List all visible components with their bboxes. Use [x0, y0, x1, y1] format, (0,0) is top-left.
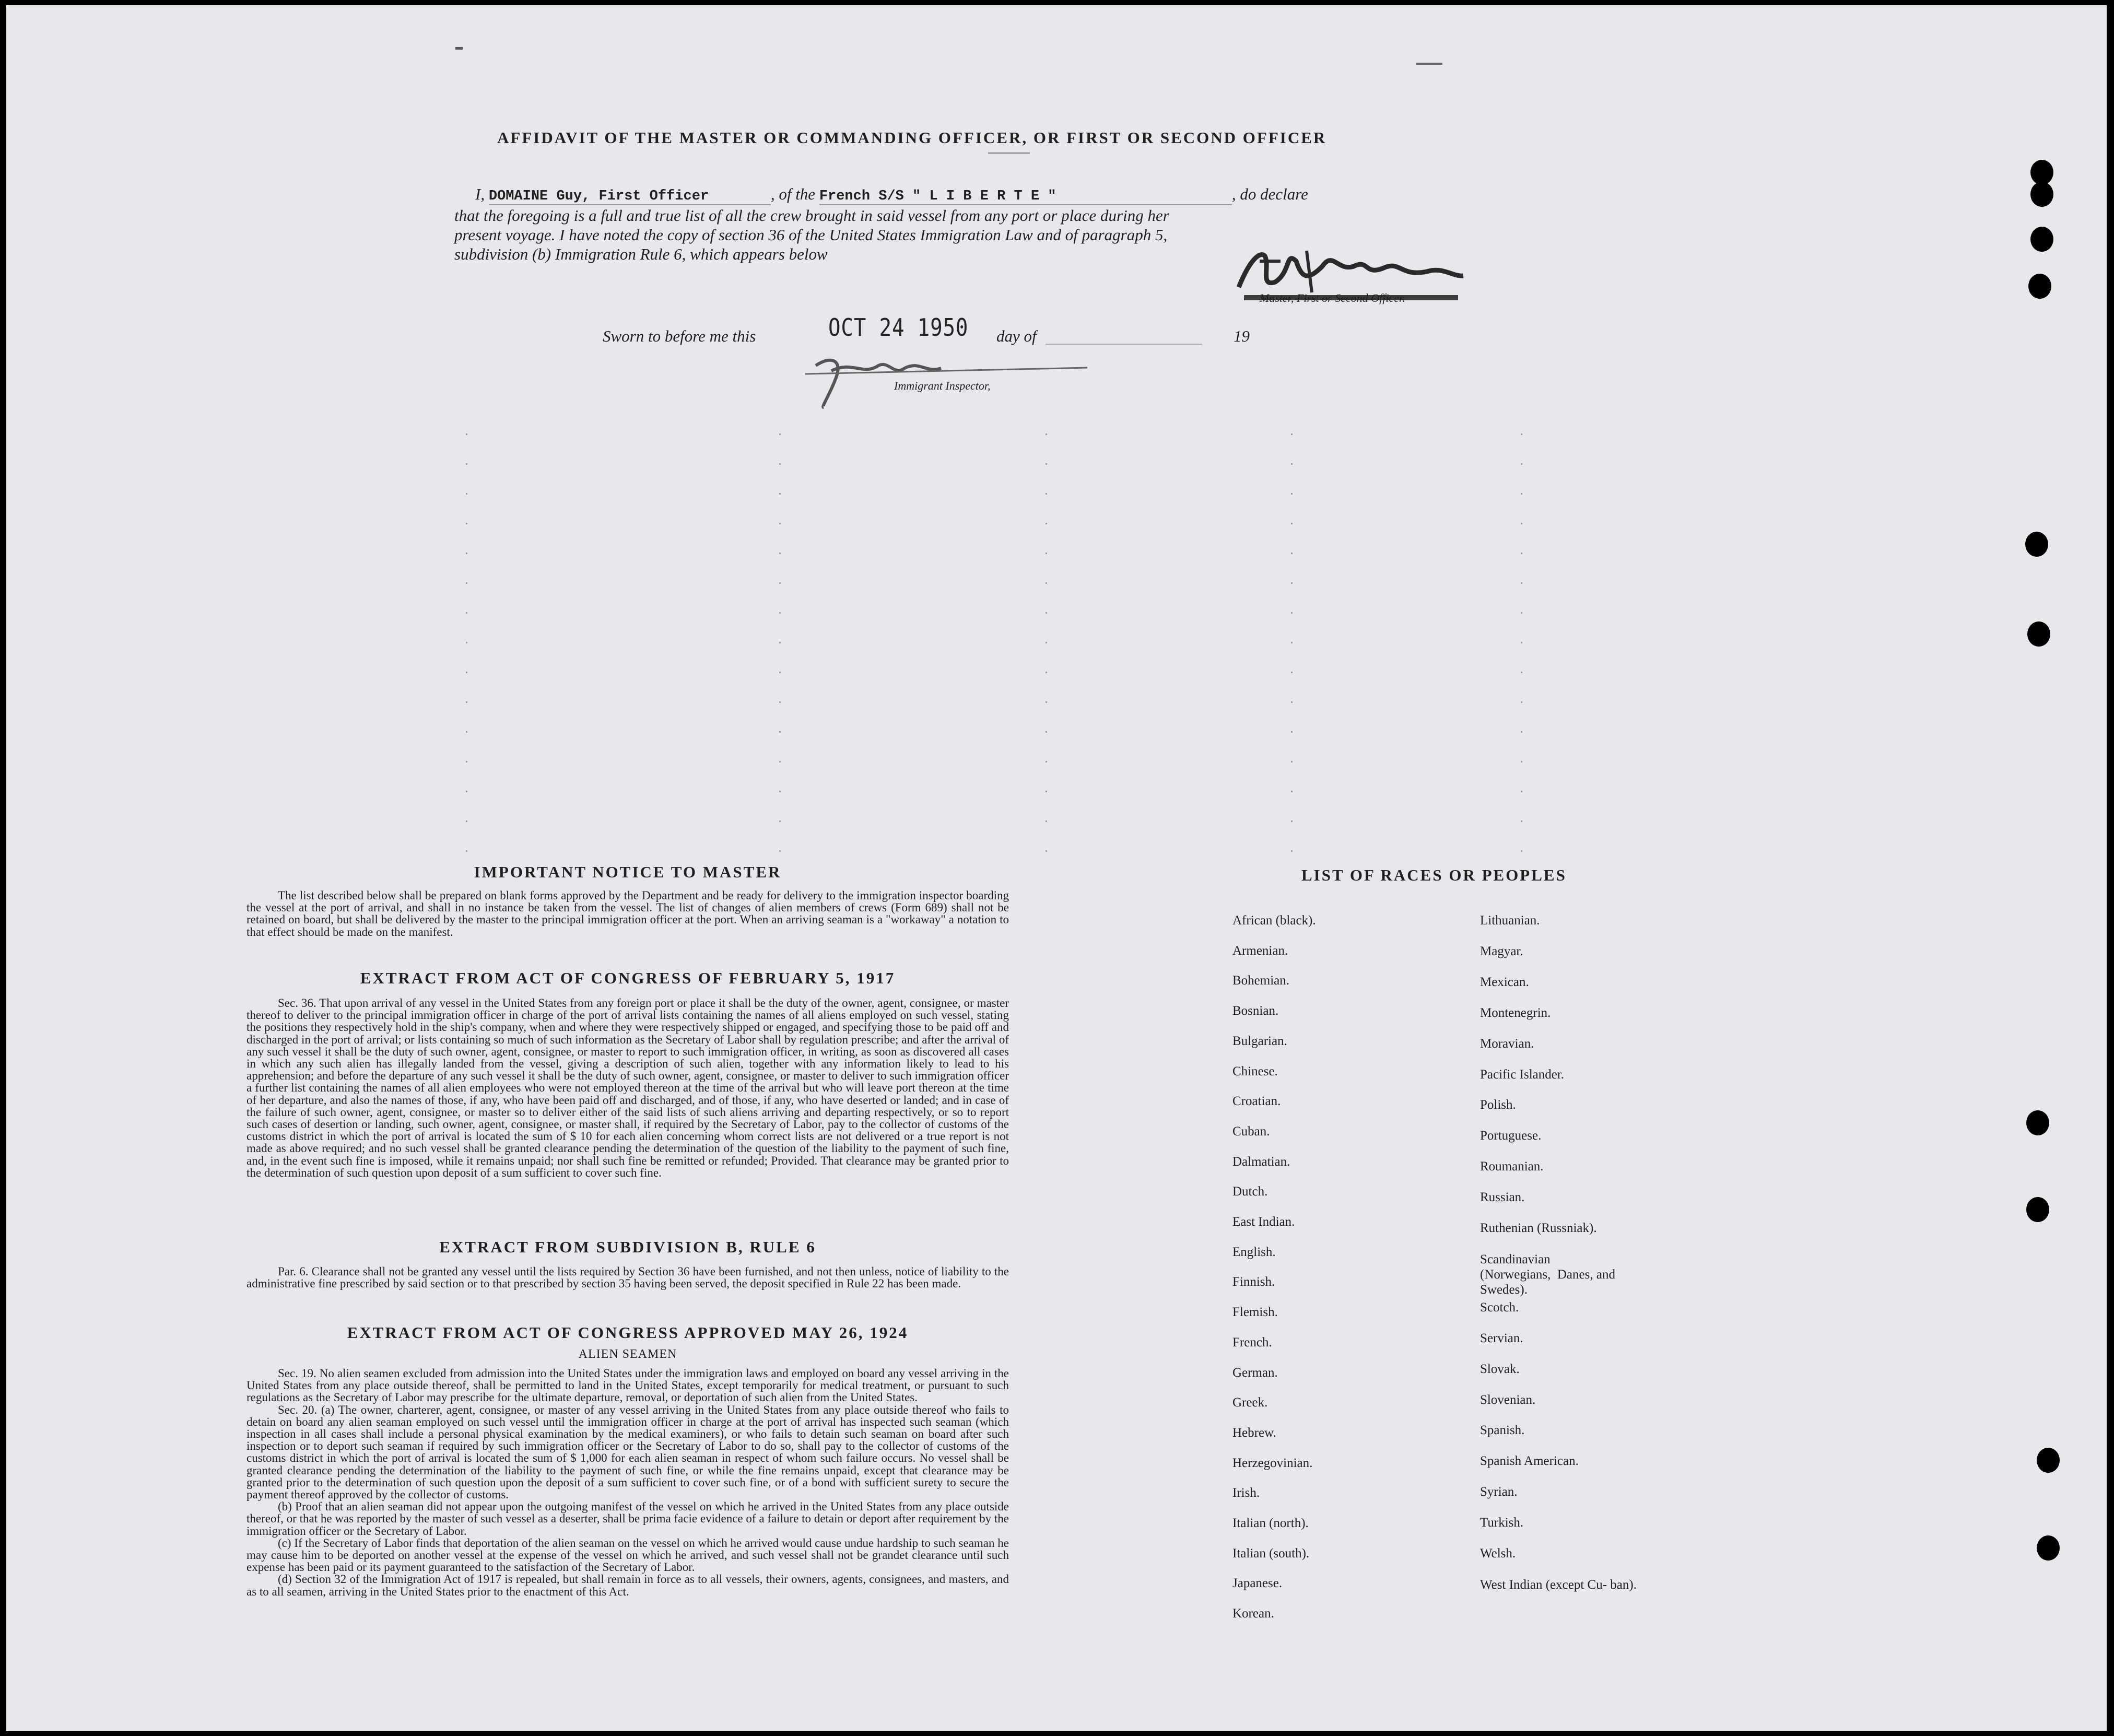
race-item: Finnish. [1232, 1275, 1275, 1289]
grid-dot [466, 523, 467, 524]
grid-dot [466, 672, 467, 673]
race-item: Chinese. [1232, 1064, 1278, 1078]
grid-dot [466, 493, 467, 495]
vessel-field: French S/S " L I B E R T E " [819, 189, 1232, 205]
race-item: Herzegovinian. [1232, 1456, 1313, 1470]
punch-hole [2026, 1197, 2049, 1222]
grid-dot [1521, 672, 1522, 673]
grid-dot [1521, 523, 1522, 524]
grid-dot [1046, 761, 1047, 763]
officer-name-field: DOMAINE Guy, First Officer [489, 189, 771, 205]
punch-hole [2028, 274, 2051, 299]
grid-dot [1046, 701, 1047, 703]
sec-20c-paragraph: (c) If the Secretary of Labor finds that deportation of the alien seaman on the vessel on which he arrived would cause undue hardship to such seaman he may cause him to be deported on another vessel at the expense of the vessel on which he arrived, and such vessel shall not be grandet clearance until such expense has been paid or its payment guaranteed to the satisfaction of the Secretary of Labor. [246, 1536, 1009, 1574]
grid-dot [1521, 433, 1522, 435]
race-item: Japanese. [1232, 1576, 1283, 1591]
race-item: Bosnian. [1232, 1004, 1279, 1018]
date-stamp: OCT 24 1950 [828, 313, 969, 342]
grid-dot [466, 463, 467, 465]
section-36-paragraph: Sec. 36. That upon arrival of any vessel in the United States from any foreign port or place it shall be the duty of the owner, agent, consignee, or master thereof to deliver to the principal immigration officer in charge of the port of arrival lists containing the names of all aliens employed on such vessel, stating the positions they respectively hold in the ship's company, when and where they were respectively shipped or engaged, and specifying those to be paid off and discharged in the port of arrival; or lists containing so much of such information as the Secretary of Labor shall by regulation prescribe; and after the arrival of any such vessel it shall be the duty of such owner, agent, consignee, or master to report to such immigration officer, in writing, as soon as discovered all cases in which any such alien has illegally landed from the vessel, giving a description of such alien, together with any information likely to lead to his apprehension; and before the departure of any such vessel it shall be the duty of such owner, agent, consignee, or master to deliver to such immigration officer a further list containing the names of all alien employees who were not employed thereon at the time of the arrival but who will leave port thereon at the time of her departure, and also the names of those, if any, who have been paid off and discharged, and of those, if any, who have deserted or landed; and in case of the failure of such owner, agent, consignee, or master so to deliver either of the said lists of such aliens arriving and departing respectively, or so to report such cases of desertion or landing, such owner, agent, consignee, or master shall, if required by the Secretary of Labor, pay to the collector of customs of the customs district in which the port of arrival is located the sum of $ 10 for each alien concerning whom correct lists are not delivered or a true report is not made as above required; and no such vessel shall be granted clearance pending the determination of the question of the liability to the payment of such fine, and, in the event such fine is imposed, while it remains unpaid; nor shall such fine be remitted or refunded; Provided. That clearance may be granted prior to the determination of such question upon deposit of a sum sufficient to cover such fine. [246, 996, 1009, 1179]
race-item: Italian (north). [1232, 1516, 1309, 1530]
race-item: Scotch. [1480, 1300, 1519, 1315]
race-item: Dutch. [1232, 1184, 1268, 1199]
grid-dot [1046, 642, 1047, 643]
grid-dot [779, 523, 781, 524]
alien-seamen-subtitle: ALIEN SEAMEN [578, 1347, 677, 1361]
punch-hole [2026, 1110, 2049, 1135]
punch-hole [2037, 1448, 2060, 1473]
race-item: German. [1232, 1365, 1278, 1380]
grid-dot [1291, 850, 1293, 852]
grid-dot [1521, 493, 1522, 495]
grid-dot [1291, 612, 1293, 614]
grid-dot [1046, 433, 1047, 435]
grid-dot [466, 820, 467, 822]
grid-dot [1291, 731, 1293, 733]
rule-6-title: EXTRACT FROM SUBDIVISION B, RULE 6 [439, 1238, 816, 1256]
grid-dot [466, 791, 467, 792]
grid-dot [466, 582, 467, 584]
i-label: I, [475, 185, 485, 203]
race-item: Montenegrin. [1480, 1005, 1551, 1020]
extract-1917-text [246, 997, 1009, 1179]
grid-dot [1046, 553, 1047, 554]
race-item: Spanish American. [1480, 1454, 1579, 1469]
race-item: Lithuanian. [1480, 913, 1540, 928]
race-item: Mexican. [1480, 975, 1529, 989]
grid-dot [1521, 701, 1522, 703]
race-item: Syrian. [1480, 1485, 1518, 1499]
grid-dot [466, 850, 467, 852]
race-item: Bulgarian. [1232, 1034, 1287, 1048]
grid-dot [1291, 582, 1293, 584]
inspector-caption: Immigrant Inspector, [894, 379, 991, 392]
grid-dot [1046, 850, 1047, 852]
par-6-paragraph: Par. 6. Clearance shall not be granted any vessel until the lists required by Section 36 have been furnished, and not then unless, notice of liability to the administrative fine prescribed by said section or to that prescribed by section 35 having been served, the deposit specified in Rule 22 has been made. [246, 1265, 1009, 1291]
grid-dot [1521, 553, 1522, 554]
race-item: Armenian. [1232, 943, 1288, 958]
declaration-line-4: subdivision (b) Immigration Rule 6, which appears below [454, 245, 828, 263]
grid-dot [1291, 523, 1293, 524]
affidavit-title: AFFIDAVIT OF THE MASTER OR COMMANDING OFFICER, OR FIRST OR SECOND OFFICER [497, 128, 1327, 147]
grid-dot [1291, 493, 1293, 495]
grid-dot [1291, 701, 1293, 703]
race-item: Croatian. [1232, 1094, 1281, 1109]
grid-dot [1291, 553, 1293, 554]
race-item: Polish. [1480, 1098, 1516, 1112]
race-item: Korean. [1232, 1606, 1274, 1621]
grid-dot [1046, 523, 1047, 524]
do-declare-label: , do declare [1231, 185, 1308, 203]
grid-dot [466, 553, 467, 554]
grid-dot [1291, 642, 1293, 643]
document-page [6, 5, 2107, 1731]
grid-dot [779, 463, 781, 465]
race-item: Dalmatian. [1232, 1154, 1290, 1169]
grid-dot [779, 701, 781, 703]
grid-dot [1521, 612, 1522, 614]
race-item: Pacific Islander. [1480, 1067, 1565, 1082]
rule-6-text [246, 1265, 1009, 1289]
race-item: English. [1232, 1245, 1276, 1259]
race-item: Hebrew. [1232, 1425, 1276, 1440]
race-item: Slovenian. [1480, 1392, 1536, 1407]
grid-dot [779, 642, 781, 643]
sec-19-paragraph: Sec. 19. No alien seamen excluded from admission into the United States under the immigration laws and employed on board any vessel arriving in the United States from any place outside thereof, shall be permitted to land in the United States, except temporarily for medical treatment, or pursuant to such regulations as the Secretary of Labor may prescribe for the ultimate departure, removal, or deportation of such alien from the United States. [246, 1367, 1009, 1404]
grid-dot [779, 791, 781, 792]
race-item: Portuguese. [1480, 1129, 1542, 1143]
officer-caption: Master, First or Second Officer. [1260, 291, 1405, 304]
race-item: Roumanian. [1480, 1159, 1544, 1174]
race-item: Servian. [1480, 1331, 1523, 1345]
race-item: Italian (south). [1232, 1546, 1310, 1561]
grid-dot [1291, 761, 1293, 763]
grid-dot [779, 493, 781, 495]
grid-dot [1291, 791, 1293, 792]
race-item: Scandinavian (Norwegians, Danes, and Swedes). [1480, 1252, 1615, 1297]
grid-dot [779, 433, 781, 435]
grid-dot [1521, 731, 1522, 733]
grid-dot [779, 761, 781, 763]
divider [988, 153, 1030, 154]
grid-dot [1046, 612, 1047, 614]
grid-dot [466, 612, 467, 614]
race-item: Greek. [1232, 1395, 1268, 1410]
grid-dot [779, 672, 781, 673]
grid-dot [466, 761, 467, 763]
grid-dot [779, 582, 781, 584]
punch-hole [2027, 621, 2050, 647]
grid-dot [1521, 642, 1522, 643]
grid-dot [1291, 463, 1293, 465]
notice-title: IMPORTANT NOTICE TO MASTER [474, 863, 782, 881]
race-item: Irish. [1232, 1486, 1260, 1500]
race-item: Magyar. [1480, 944, 1523, 958]
notice-text [246, 889, 1009, 938]
grid-dot [1046, 672, 1047, 673]
of-the-label: , of the [770, 185, 816, 203]
race-item: Russian. [1480, 1190, 1525, 1205]
grid-dot [1521, 463, 1522, 465]
grid-dot [779, 820, 781, 822]
grid-dot [466, 433, 467, 435]
grid-dot [1291, 433, 1293, 435]
grid-dot [779, 553, 781, 554]
race-item: Bohemian. [1232, 973, 1290, 988]
sec-20-paragraph: Sec. 20. (a) The owner, charterer, agent, consignee, or master of any vessel arriving in the United States from any place outside thereof who fails to detain on board any alien seaman employed on such vessel until the immigration officer in charge at the port of arrival has inspected such seaman (which inspection in all cases shall include a personal physical examination by the medical examiners), or who fails to detain such seaman on board after such inspection or to deport such seaman if required by such immigration officer or the Secretary of Labor to do so, shall pay to the collector of customs of the customs district in which the port of arrival is located the sum of $ 1,000 for each alien seaman in respect of whom such failure occurs. No vessel shall be granted clearance pending the determination of the liability to the payment of such fine, or while the fine remains unpaid, except that clearance may be granted prior to the determination of such question upon the deposit of a sum sufficient to cover such fine, or of a bond with sufficient surety to secure the payment thereof approved by the collector of customs. [246, 1403, 1009, 1502]
punch-hole [2025, 532, 2048, 557]
grid-dot [1291, 672, 1293, 673]
notice-paragraph: The list described below shall be prepared on blank forms approved by the Department and be ready for delivery to the immigration inspector boarding the vessel at the port of arrival, and shall in no instance be taken from the vessel. The list of changes of alien members of crews (Form 689) shall not be retained on board, but shall be delivered by the master to the principal immigration officer at the port. When an arriving seaman is a "workaway" a notation to that effect should be made on the manifest. [246, 889, 1009, 939]
stray-mark [1416, 63, 1442, 65]
grid-dot [1046, 820, 1047, 822]
grid-dot [1521, 850, 1522, 852]
punch-hole [2030, 227, 2053, 252]
declaration-line-1 [475, 185, 1447, 205]
race-item: Moravian. [1480, 1036, 1534, 1051]
grid-dot [1046, 493, 1047, 495]
grid-dot [1046, 463, 1047, 465]
race-item: Flemish. [1232, 1305, 1278, 1320]
race-item: Slovak. [1480, 1362, 1520, 1376]
race-item: African (black). [1232, 913, 1316, 928]
grid-dot [779, 731, 781, 733]
grid-dot [1521, 820, 1522, 822]
sec-20d-paragraph: (d) Section 32 of the Immigration Act of 1917 is repealed, but shall remain in force as to all vessels, their owners, agents, consignees, and masters, and as to all seamen, arriving in the United States prior to the enactment of this Act. [246, 1573, 1009, 1598]
extract-1924-text [246, 1367, 1009, 1598]
declaration-line-3: present voyage. I have noted the copy of section 36 of the United States Immigration Law and of paragraph 5, [454, 226, 1168, 244]
year-prefix: 19 [1234, 327, 1250, 345]
grid-dot [779, 850, 781, 852]
extract-1917-title: EXTRACT FROM ACT OF CONGRESS OF FEBRUARY 5, 1917 [360, 969, 896, 987]
sworn-prefix: Sworn to before me this [603, 327, 756, 345]
grid-dot [1521, 582, 1522, 584]
grid-dot [1291, 820, 1293, 822]
race-item: Welsh. [1480, 1546, 1516, 1561]
race-item: Spanish. [1480, 1423, 1525, 1438]
grid-dot [1046, 731, 1047, 733]
race-item: Ruthenian (Russniak). [1480, 1221, 1597, 1235]
punch-hole [2037, 1535, 2060, 1561]
punch-hole [2030, 160, 2053, 185]
race-item: French. [1232, 1335, 1272, 1350]
race-item: Cuban. [1232, 1124, 1270, 1139]
sec-20b-paragraph: (b) Proof that an alien seaman did not appear upon the outgoing manifest of the vessel on which he arrived in the United States from any place outside thereof, or that he was reported by the master of such vessel as a deserter, shall be prima facie evidence of a failure to detain or deport after requirement by the immigration officer or the Secretary of Labor. [246, 1500, 1009, 1538]
race-item: East Indian. [1232, 1215, 1295, 1229]
inspector-signature [800, 345, 1093, 413]
grid-dot [1046, 791, 1047, 792]
extract-1924-title: EXTRACT FROM ACT OF CONGRESS APPROVED MAY 26, 1924 [347, 1323, 909, 1342]
race-item: West Indian (except Cu- ban). [1480, 1577, 1637, 1592]
stray-mark [455, 47, 463, 50]
grid-dot [1521, 791, 1522, 792]
punch-hole [2030, 182, 2053, 207]
grid-dot [466, 642, 467, 643]
grid-dot [466, 701, 467, 703]
declaration-line-2: that the foregoing is a full and true list of all the crew brought in said vessel from any port or place during her [454, 206, 1169, 225]
grid-dot [1046, 582, 1047, 584]
grid-dot [466, 731, 467, 733]
race-item: Turkish. [1480, 1516, 1524, 1530]
races-title: LIST OF RACES OR PEOPLES [1301, 866, 1567, 884]
grid-dot [1521, 761, 1522, 763]
day-of-label: day of [996, 327, 1037, 345]
grid-dot [779, 612, 781, 614]
